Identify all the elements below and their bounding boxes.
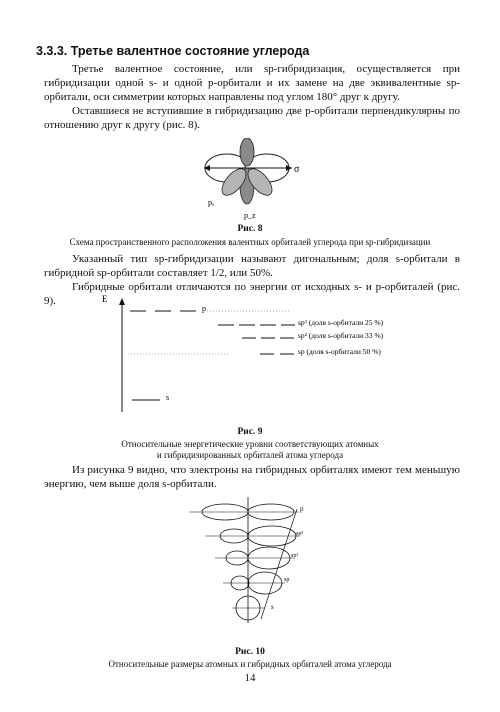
figure8-title: Рис. 8 [237, 224, 263, 234]
figure9-energy-diagram [100, 292, 430, 420]
fig10-sp-label: sp [284, 577, 290, 583]
figure9-caption-line2: и гибридизированных орбиталей атома углерода [156, 450, 344, 460]
sigma-label: σ [294, 164, 300, 175]
sp2-level-label: sp² (доля s-орбитали 33 %) [298, 331, 384, 340]
figure8-orbital-diagram [200, 138, 310, 228]
size-trend-line [261, 509, 297, 619]
section-heading: 3.3.3. Третье валентное состояние углерода [36, 44, 310, 58]
sp-orbital-shape [223, 572, 285, 594]
figure9-title: Рис. 9 [237, 427, 263, 437]
figure10-orbital-sizes [175, 495, 325, 625]
fig10-sp2-label: sp² [291, 553, 299, 559]
p-level [130, 304, 290, 313]
energy-axis-label: E [102, 294, 108, 304]
pz-label: p_z [244, 211, 256, 220]
paragraph-digonal: Указанный тип sp-гибридизации называют дигональным; доля s-орбитали в гибридной sp-орбитали составляет 1/2, или 50%. [44, 253, 460, 279]
figure10-title: Рис. 10 [235, 647, 265, 657]
figure9-caption-line1: Относительные энергетические уровни соответствующих атомных [121, 439, 379, 449]
figure8-caption: Схема пространственного расположения валентных орбиталей углерода при sp-гибридизации [69, 237, 431, 247]
s-level-label: s [166, 393, 170, 402]
p-orbital-shape [189, 504, 299, 520]
sp3-orbital-shape [205, 526, 299, 546]
paragraph-sp-definition: Третье валентное состояние, или sp-гибридизация, осуществляется при гибридизации одной s- и одной p-орбитали и их замене на две эквивалентные sp-орбитали, оси симметрии которых направлены под углом 180° друг к другу. [44, 63, 460, 103]
fig10-sp3-label: sp³ [296, 531, 304, 537]
pz-orbital-upper-lobe [240, 138, 254, 166]
fig10-p-label: p [300, 505, 304, 513]
px-label: pₓ [208, 198, 215, 207]
figure10-caption: Относительные размеры атомных и гибридных орбиталей атома углерода [108, 659, 392, 669]
p-level-label: p [202, 304, 206, 313]
page-number: 14 [244, 672, 256, 684]
paragraph-energy-conclusion: Из рисунка 9 видно, что электроны на гибридных орбиталях имеют тем меньшую энергию, чем выше доля s-орбитали. [44, 464, 460, 490]
sp3-level-label: sp³ (доля s-орбитали 25 %) [298, 318, 384, 327]
s-level [132, 393, 169, 402]
sp3-level [218, 318, 384, 327]
fig10-s-label: s [271, 603, 274, 611]
sp2-level [242, 331, 384, 340]
axis-arrow-up-icon [119, 298, 125, 305]
sp-level-label: sp (доля s-орбитали 50 %) [298, 347, 381, 356]
paragraph-energy-difference: Гибридные орбитали отличаются по энергии от исходных s- и p-орбиталей (рис. 9). [44, 281, 460, 307]
paragraph-remaining-p-orbitals: Оставшиеся не вступившие в гибридизацию две p-орбитали перпендикулярны по отношению друг к другу (рис. 8). [44, 105, 460, 131]
sp-level [128, 347, 381, 356]
